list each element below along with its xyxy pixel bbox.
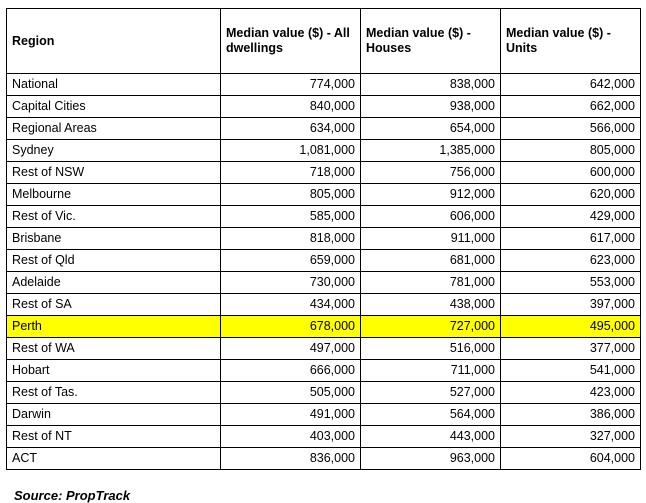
cell-houses: 756,000 (361, 162, 501, 184)
cell-units: 600,000 (501, 162, 641, 184)
cell-all-dwellings: 1,081,000 (221, 140, 361, 162)
cell-houses: 438,000 (361, 294, 501, 316)
cell-region: Rest of NT (7, 426, 221, 448)
cell-houses: 606,000 (361, 206, 501, 228)
cell-region: Rest of SA (7, 294, 221, 316)
cell-all-dwellings: 818,000 (221, 228, 361, 250)
cell-houses: 912,000 (361, 184, 501, 206)
table-row (7, 228, 641, 250)
cell-region: Rest of NSW (7, 162, 221, 184)
table-header-row (7, 9, 641, 74)
median-value-table (6, 8, 641, 470)
table-row (7, 118, 641, 140)
cell-units: 566,000 (501, 118, 641, 140)
cell-units: 541,000 (501, 360, 641, 382)
table-row (7, 272, 641, 294)
table-row (7, 294, 641, 316)
cell-units: 620,000 (501, 184, 641, 206)
cell-houses: 711,000 (361, 360, 501, 382)
table-row (7, 382, 641, 404)
table-row (7, 404, 641, 426)
cell-units: 617,000 (501, 228, 641, 250)
cell-units: 377,000 (501, 338, 641, 360)
cell-region: Sydney (7, 140, 221, 162)
cell-region: Adelaide (7, 272, 221, 294)
cell-all-dwellings: 666,000 (221, 360, 361, 382)
cell-all-dwellings: 634,000 (221, 118, 361, 140)
table-body (7, 74, 641, 470)
cell-region: National (7, 74, 221, 96)
cell-houses: 838,000 (361, 74, 501, 96)
cell-houses: 654,000 (361, 118, 501, 140)
column-header-region: Region (7, 9, 221, 74)
cell-region: Rest of Tas. (7, 382, 221, 404)
cell-units: 495,000 (501, 316, 641, 338)
table-row (7, 426, 641, 448)
cell-region: ACT (7, 448, 221, 470)
cell-units: 604,000 (501, 448, 641, 470)
cell-region: Rest of WA (7, 338, 221, 360)
cell-units: 386,000 (501, 404, 641, 426)
cell-all-dwellings: 497,000 (221, 338, 361, 360)
cell-region: Darwin (7, 404, 221, 426)
cell-houses: 1,385,000 (361, 140, 501, 162)
cell-houses: 938,000 (361, 96, 501, 118)
cell-units: 553,000 (501, 272, 641, 294)
cell-houses: 527,000 (361, 382, 501, 404)
cell-units: 397,000 (501, 294, 641, 316)
cell-houses: 516,000 (361, 338, 501, 360)
cell-houses: 727,000 (361, 316, 501, 338)
cell-all-dwellings: 774,000 (221, 74, 361, 96)
cell-region: Capital Cities (7, 96, 221, 118)
cell-all-dwellings: 678,000 (221, 316, 361, 338)
cell-region: Brisbane (7, 228, 221, 250)
cell-houses: 564,000 (361, 404, 501, 426)
column-header-units: Median value ($) - Units (501, 9, 641, 74)
cell-all-dwellings: 840,000 (221, 96, 361, 118)
cell-units: 623,000 (501, 250, 641, 272)
cell-units: 662,000 (501, 96, 641, 118)
cell-all-dwellings: 730,000 (221, 272, 361, 294)
cell-all-dwellings: 718,000 (221, 162, 361, 184)
cell-all-dwellings: 505,000 (221, 382, 361, 404)
cell-all-dwellings: 491,000 (221, 404, 361, 426)
source-note: Source: PropTrack (14, 488, 131, 503)
cell-all-dwellings: 836,000 (221, 448, 361, 470)
table-row (7, 96, 641, 118)
cell-houses: 681,000 (361, 250, 501, 272)
table-row (7, 338, 641, 360)
cell-all-dwellings: 434,000 (221, 294, 361, 316)
cell-region: Regional Areas (7, 118, 221, 140)
cell-houses: 443,000 (361, 426, 501, 448)
cell-all-dwellings: 805,000 (221, 184, 361, 206)
table-row (7, 140, 641, 162)
table-row (7, 74, 641, 96)
cell-region: Rest of Qld (7, 250, 221, 272)
table-row (7, 360, 641, 382)
table-row (7, 448, 641, 470)
cell-all-dwellings: 585,000 (221, 206, 361, 228)
cell-all-dwellings: 403,000 (221, 426, 361, 448)
cell-region: Rest of Vic. (7, 206, 221, 228)
cell-units: 642,000 (501, 74, 641, 96)
column-header-houses: Median value ($) - Houses (361, 9, 501, 74)
cell-units: 423,000 (501, 382, 641, 404)
cell-houses: 781,000 (361, 272, 501, 294)
table-row (7, 250, 641, 272)
table-row (7, 162, 641, 184)
cell-units: 805,000 (501, 140, 641, 162)
table-row (7, 316, 641, 338)
table-row (7, 184, 641, 206)
cell-houses: 911,000 (361, 228, 501, 250)
cell-region: Hobart (7, 360, 221, 382)
cell-region: Perth (7, 316, 221, 338)
cell-houses: 963,000 (361, 448, 501, 470)
cell-units: 327,000 (501, 426, 641, 448)
table-header (7, 9, 641, 74)
table-row (7, 206, 641, 228)
cell-all-dwellings: 659,000 (221, 250, 361, 272)
cell-region: Melbourne (7, 184, 221, 206)
cell-units: 429,000 (501, 206, 641, 228)
column-header-all-dwellings: Median value ($) - All dwellings (221, 9, 361, 74)
